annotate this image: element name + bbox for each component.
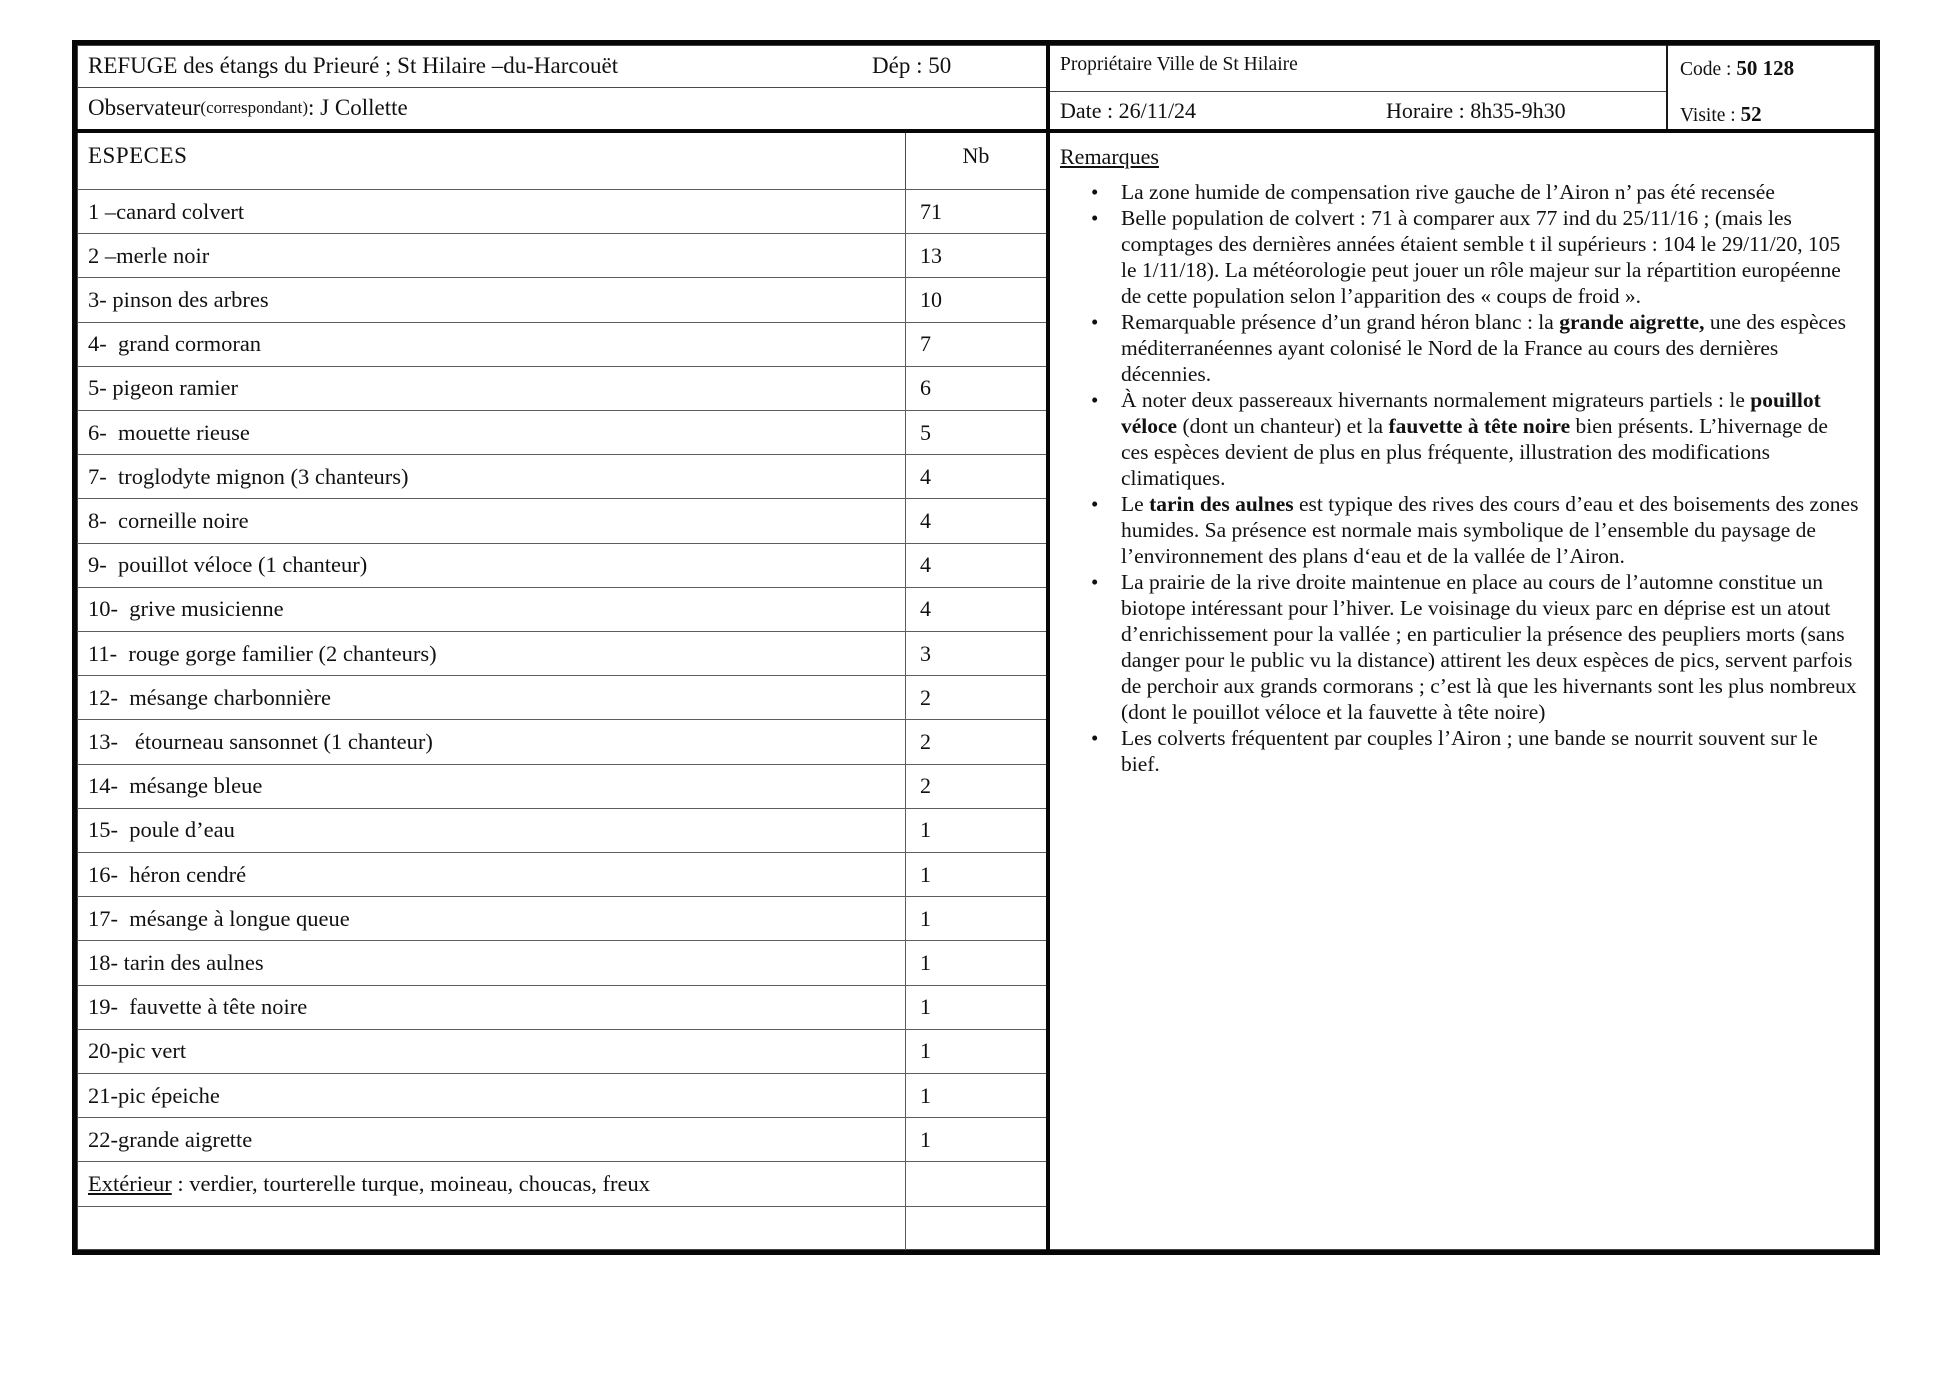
- remark-item: [1060, 205, 1859, 309]
- refuge-title-row: [77, 45, 1046, 88]
- species-count-cell: 7: [905, 323, 1046, 366]
- species-table-body: [77, 189, 1046, 1250]
- bullet-icon: •: [1091, 726, 1099, 750]
- species-count-cell: 1: [905, 986, 1046, 1029]
- remarks-section: [1050, 133, 1875, 1250]
- species-header-cell: ESPECES: [88, 143, 188, 168]
- species-name-text: 14- mésange bleue: [88, 773, 263, 799]
- species-row: [77, 852, 1046, 896]
- species-row: [77, 1073, 1046, 1117]
- species-count-cell: 1: [905, 1074, 1046, 1117]
- remarks-title: Remarques: [1060, 144, 1159, 169]
- species-name-text: 10- grive musicienne: [88, 596, 284, 622]
- remark-text: À noter deux passereaux hivernants normalement migrateurs partiels : le: [1121, 388, 1751, 412]
- remarks-list: [1060, 179, 1859, 777]
- species-name-text: 6- mouette rieuse: [88, 419, 250, 445]
- species-row: [77, 675, 1046, 719]
- species-name-cell: [77, 941, 905, 984]
- species-name-cell: [77, 323, 905, 366]
- species-name-text: 11- rouge gorge familier (2 chanteurs): [88, 640, 437, 666]
- species-name-text: 2 –merle noir: [88, 242, 210, 268]
- species-name-text: 18- tarin des aulnes: [88, 950, 264, 976]
- species-name-cell: [77, 234, 905, 277]
- date-label: Date : 26/11/24: [1060, 97, 1197, 123]
- species-row: [77, 985, 1046, 1029]
- species-name-cell: [77, 1030, 905, 1073]
- remark-text: pouillot véloce: [1121, 388, 1821, 438]
- visite-value: 52: [1740, 102, 1762, 126]
- proprietaire-row: [1050, 45, 1666, 92]
- observer-row: [77, 88, 1046, 130]
- species-name-text: 4- grand cormoran: [88, 331, 262, 357]
- species-row: [77, 940, 1046, 984]
- species-row: [77, 1161, 1046, 1205]
- remark-item: [1060, 569, 1859, 725]
- remark-text: tarin des aulnes: [1149, 492, 1294, 516]
- species-name-cell: [77, 190, 905, 233]
- remark-item: [1060, 387, 1859, 491]
- species-row: [77, 587, 1046, 631]
- species-name-cell: [77, 1207, 905, 1250]
- remark-text: (dont un chanteur) et la: [1177, 414, 1389, 438]
- species-count-cell: 4: [905, 499, 1046, 542]
- species-count-cell: 1: [905, 809, 1046, 852]
- remark-text: Remarquable présence d’un grand héron blanc : la: [1121, 310, 1560, 334]
- species-name-cell: [77, 455, 905, 498]
- species-count-cell: 10: [905, 278, 1046, 321]
- remark-text: bien présents. L’hivernage de ces espèces devient de plus en plus fréquente, illustration des modifications climatiques.: [1121, 414, 1828, 490]
- census-form: [72, 40, 1880, 1255]
- species-name-cell: [77, 765, 905, 808]
- remark-text: est typique des rives des cours d’eau et des boisements des zones humides. Sa présence est normale mais symbolique de l’ensemble du paysage de l’environnement des plans d‘eau et de la vallée de l’Airon.: [1121, 492, 1859, 568]
- observer-label-prefix: Observateur: [88, 95, 201, 121]
- species-name-text: 22-grande aigrette: [88, 1126, 253, 1152]
- species-row: [77, 454, 1046, 498]
- species-count-cell: 1: [905, 1030, 1046, 1073]
- species-count-cell: 1: [905, 1118, 1046, 1161]
- remark-item: [1060, 309, 1859, 387]
- species-count-cell: 13: [905, 234, 1046, 277]
- remark-text: Belle population de colvert : 71 à comparer aux 77 ind du 25/11/16 ; (mais les comptages des dernières années étaient semble t il supérieurs : 104 le 29/11/20, 105 le 1/11/18). La météorologie peut jouer un rôle majeur sur la répartition européenne de cette population selon l’apparition des « coups de froid ».: [1121, 206, 1841, 308]
- species-name-text: 9- pouillot véloce (1 chanteur): [88, 552, 368, 578]
- species-row: [77, 277, 1046, 321]
- code-line: [1680, 56, 1875, 81]
- species-count-cell: 1: [905, 853, 1046, 896]
- species-name-text: 19- fauvette à tête noire: [88, 994, 308, 1020]
- header-left-box: [77, 45, 1050, 133]
- species-name-text: 8- corneille noire: [88, 508, 249, 534]
- visite-label: Visite :: [1680, 105, 1741, 126]
- remark-text: une des espèces méditerranéennes ayant colonisé le Nord de la France au cours des dernières décennies.: [1121, 310, 1846, 386]
- species-row: [77, 322, 1046, 366]
- species-row: [77, 896, 1046, 940]
- species-row: [77, 233, 1046, 277]
- species-row: [77, 719, 1046, 763]
- species-row: [77, 808, 1046, 852]
- remark-text: La prairie de la rive droite maintenue en place au cours de l’automne constitue un biotope intéressant pour l’hiver. Le voisinage du vieux parc en déprise est un atout d’enrichissement pour la vallée ; en particulier la présence des peupliers morts (sans danger pour le public vu la distance) attirent les deux espèces de pics, servent parfois de perchoir aux grands cormorans ; c’est là que les hivernants sont les plus nombreux (dont le pouillot véloce et la fauvette à tête noire): [1121, 570, 1857, 724]
- bullet-icon: •: [1091, 180, 1099, 204]
- visite-line: [1680, 102, 1875, 127]
- species-row: [77, 498, 1046, 542]
- bullet-icon: •: [1091, 570, 1099, 594]
- species-count-cell: [905, 1162, 1046, 1205]
- species-count-cell: 71: [905, 190, 1046, 233]
- species-count-cell: 1: [905, 941, 1046, 984]
- species-name-text: 15- poule d’eau: [88, 817, 235, 843]
- species-name-cell: [77, 676, 905, 719]
- proprietaire-label: Propriétaire Ville de St Hilaire: [1060, 54, 1298, 75]
- species-name-text: 5- pigeon ramier: [88, 375, 238, 401]
- remark-text: La zone humide de compensation rive gauche de l’Airon n’ pas été recensée: [1121, 180, 1775, 204]
- species-name-cell: [77, 588, 905, 631]
- species-row: [77, 543, 1046, 587]
- species-count-cell: 6: [905, 367, 1046, 410]
- species-table: [77, 133, 1050, 1250]
- remark-text: grande aigrette,: [1559, 310, 1705, 334]
- observer-name: : J Collette: [308, 95, 408, 121]
- code-label: Code :: [1680, 59, 1737, 80]
- species-name-cell: [77, 897, 905, 940]
- species-count-cell: [905, 1207, 1046, 1250]
- remark-item: [1060, 179, 1859, 205]
- species-row: [77, 1117, 1046, 1161]
- remark-text: fauvette à tête noire: [1388, 414, 1571, 438]
- species-count-cell: 5: [905, 411, 1046, 454]
- species-row: [77, 410, 1046, 454]
- species-name-text: : verdier, tourterelle turque, moineau, choucas, freux: [171, 1171, 650, 1197]
- remark-item: [1060, 725, 1859, 777]
- species-name-cell: [77, 544, 905, 587]
- species-count-cell: 3: [905, 632, 1046, 675]
- species-name-text: 21-pic épeiche: [88, 1082, 220, 1108]
- species-count-cell: 2: [905, 765, 1046, 808]
- species-name-text: Extérieur: [88, 1171, 172, 1197]
- species-name-cell: [77, 1074, 905, 1117]
- departement-label: Dép : 50: [872, 52, 952, 78]
- species-row: [77, 366, 1046, 410]
- species-name-text: 3- pinson des arbres: [88, 287, 269, 312]
- remark-text: Le: [1121, 492, 1150, 516]
- code-value: 50 128: [1736, 56, 1795, 80]
- species-name-text: 17- mésange à longue queue: [88, 905, 350, 931]
- species-name-cell: [77, 499, 905, 542]
- bullet-icon: •: [1091, 206, 1099, 230]
- header-middle-box: [1050, 45, 1668, 129]
- species-count-cell: 4: [905, 588, 1046, 631]
- species-name-cell: [77, 809, 905, 852]
- species-count-cell: 1: [905, 897, 1046, 940]
- species-name-cell: [77, 986, 905, 1029]
- species-name-cell: [77, 1162, 905, 1205]
- horaire-label: Horaire : 8h35-9h30: [1386, 97, 1566, 123]
- species-row: [77, 1206, 1046, 1250]
- species-name-cell: [77, 411, 905, 454]
- species-name-text: 1 –canard colvert: [88, 198, 245, 224]
- species-count-cell: 2: [905, 720, 1046, 763]
- species-name-cell: [77, 1118, 905, 1161]
- nb-header-cell: Nb: [905, 133, 1046, 189]
- species-row: [77, 189, 1046, 233]
- species-name-text: 16- héron cendré: [88, 861, 247, 887]
- species-count-cell: 4: [905, 455, 1046, 498]
- species-table-header: [77, 133, 1046, 189]
- species-name-cell: [77, 720, 905, 763]
- date-horaire-row: [1050, 92, 1666, 129]
- species-row: [77, 1029, 1046, 1073]
- refuge-title: REFUGE des étangs du Prieuré ; St Hilaire –du-Harcouët: [88, 52, 619, 78]
- species-name-text: 7- troglodyte mignon (3 chanteurs): [88, 463, 409, 489]
- bullet-icon: •: [1091, 310, 1099, 334]
- species-name-cell: [77, 632, 905, 675]
- species-name-text: 20-pic vert: [88, 1038, 187, 1064]
- header-right-box: [1050, 45, 1875, 133]
- bullet-icon: •: [1091, 492, 1099, 516]
- species-name-cell: [77, 278, 905, 321]
- code-visite-box: [1668, 45, 1875, 129]
- species-name-cell: [77, 853, 905, 896]
- species-row: [77, 631, 1046, 675]
- observer-label-small: (correspondant): [200, 98, 309, 118]
- bullet-icon: •: [1091, 388, 1099, 412]
- species-count-cell: 2: [905, 676, 1046, 719]
- remark-text: Les colverts fréquentent par couples l’Airon ; une bande se nourrit souvent sur le bief.: [1121, 726, 1818, 776]
- remark-item: [1060, 491, 1859, 569]
- species-name-text: 12- mésange charbonnière: [88, 684, 332, 710]
- species-count-cell: 4: [905, 544, 1046, 587]
- species-name-cell: [77, 367, 905, 410]
- species-row: [77, 764, 1046, 808]
- species-name-text: 13- étourneau sansonnet (1 chanteur): [88, 729, 433, 755]
